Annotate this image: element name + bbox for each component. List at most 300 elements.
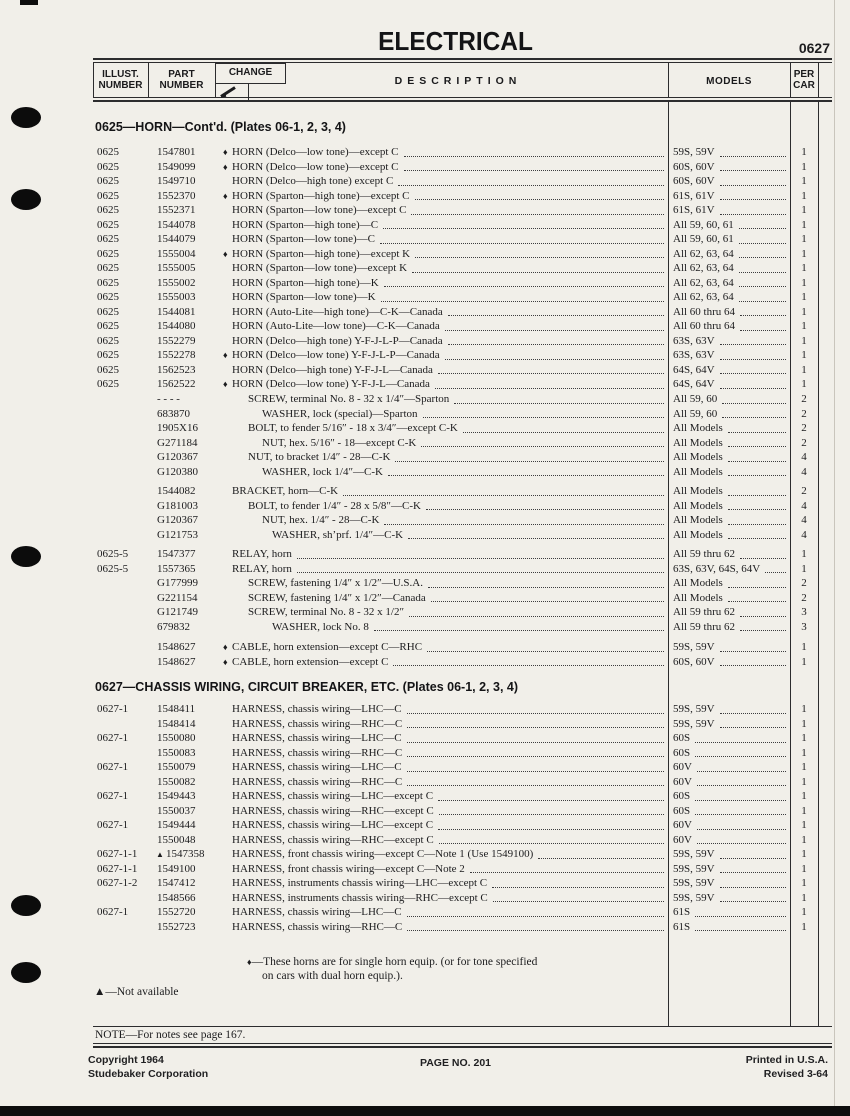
dot-leader <box>720 334 786 345</box>
dot-leader <box>407 746 664 757</box>
part-number-cell <box>155 348 223 363</box>
illust-number-cell <box>93 775 155 790</box>
part-number: 1549099 <box>157 160 196 173</box>
models-text: 63S, 63V <box>673 334 715 347</box>
description-cell <box>223 804 668 819</box>
models-text: 59S, 59V <box>673 862 715 875</box>
models-cell <box>668 218 790 233</box>
models-text: 60S, 60V <box>673 655 715 668</box>
binder-dot <box>11 107 41 128</box>
part-number: G177999 <box>157 577 198 589</box>
illust-number-cell <box>93 407 155 422</box>
illust-number-cell <box>93 804 155 819</box>
dot-leader <box>728 591 786 602</box>
illust-number-cell: 0625 <box>97 349 119 361</box>
models-text: All 59, 60 <box>673 407 718 420</box>
page-code: 0627 <box>798 40 830 56</box>
footnote-diamond <box>247 956 537 968</box>
part-number-cell <box>155 377 223 392</box>
models-cell <box>668 363 790 378</box>
dot-leader <box>438 363 664 374</box>
part-number: 1555003 <box>157 291 196 303</box>
footnote-triangle: ▲—Not available <box>94 986 179 998</box>
part-number: 1549444 <box>157 819 196 831</box>
illust-number-cell <box>93 484 155 499</box>
description-cell <box>223 232 668 247</box>
description-text-wrap <box>223 620 369 635</box>
part-number-cell <box>155 702 223 717</box>
dot-leader <box>407 761 664 772</box>
dot-leader <box>409 606 664 617</box>
models-text: All Models <box>673 499 723 512</box>
table-row <box>93 620 818 635</box>
part-number: 1547412 <box>157 877 196 889</box>
section-heading-0627: 0627—CHASSIS WIRING, CIRCUIT BREAKER, ETC. (Plates 06-1, 2, 3, 4) <box>95 680 519 694</box>
description-cell <box>223 547 668 562</box>
description-text-wrap <box>223 247 410 262</box>
dot-leader <box>728 451 786 462</box>
models-cell <box>668 818 790 833</box>
description-cell <box>223 421 668 436</box>
table-row <box>93 363 818 378</box>
description-text: CABLE, horn extension—except C <box>232 655 389 668</box>
dot-leader <box>697 775 786 786</box>
table-row <box>93 760 818 775</box>
description-cell <box>223 591 668 606</box>
table-row <box>93 862 818 877</box>
dot-leader <box>493 891 664 902</box>
part-number-cell <box>155 818 223 833</box>
part-number-cell <box>155 247 223 262</box>
description-text: HARNESS, chassis wiring—LHC—C <box>232 906 402 918</box>
dot-leader <box>739 247 786 258</box>
models-cell <box>668 562 790 577</box>
part-number: - - - - <box>157 393 180 405</box>
part-number-cell <box>155 717 223 732</box>
models-cell <box>668 833 790 848</box>
description-cell <box>223 847 668 862</box>
table-row <box>93 305 818 320</box>
dot-leader <box>695 804 786 815</box>
dot-leader <box>720 349 786 360</box>
illust-number-cell: 0627-1 <box>97 790 129 802</box>
dot-leader <box>765 562 786 573</box>
description-text: HORN (Sparton—high tone)—C <box>232 218 379 231</box>
part-number-cell <box>155 528 223 543</box>
table-row <box>93 145 818 160</box>
description-text: NUT, to bracket 1/4″ - 28—C-K <box>248 451 391 463</box>
rule <box>93 100 832 102</box>
dot-leader <box>297 562 664 573</box>
description-text: HARNESS, chassis wiring—LHC—except C <box>232 819 434 831</box>
dot-leader <box>393 655 664 666</box>
models-text: 60V <box>673 833 692 846</box>
part-number-cell <box>155 746 223 761</box>
models-cell <box>668 862 790 877</box>
dot-leader <box>438 790 664 801</box>
table-row <box>93 160 818 175</box>
models-cell <box>668 760 790 775</box>
illust-number-cell: 0627-1 <box>97 819 129 831</box>
models-text: 59S, 59V <box>673 891 715 904</box>
models-text: 59S, 59V <box>673 717 715 730</box>
illust-number-cell: 0627-1 <box>97 703 129 715</box>
description-cell <box>223 562 668 577</box>
table-row <box>93 847 818 862</box>
description-text-wrap <box>223 261 407 276</box>
per-car-cell: 1 <box>801 175 807 187</box>
part-number: 1548411 <box>157 703 196 715</box>
footer-page-number: PAGE NO. 201 <box>420 1057 491 1069</box>
per-car-cell: 1 <box>801 775 807 788</box>
per-car-cell: 1 <box>801 305 807 318</box>
dot-leader <box>384 514 664 525</box>
description-text: RELAY, horn <box>232 562 292 575</box>
part-number: 1552371 <box>157 204 196 216</box>
part-number-cell <box>155 450 223 465</box>
models-cell <box>668 421 790 436</box>
description-text: HORN (Delco—low tone)—except C <box>232 146 399 158</box>
models-cell <box>668 189 790 204</box>
part-number-cell <box>155 775 223 790</box>
description-cell <box>223 465 668 480</box>
part-number: G271184 <box>157 436 198 449</box>
part-number-cell <box>155 499 223 514</box>
part-number: 1905X16 <box>157 422 198 434</box>
description-cell <box>223 789 668 804</box>
part-number-cell <box>155 189 223 204</box>
description-text: HORN (Delco—high tone) except C <box>232 175 394 187</box>
description-text-wrap <box>223 436 416 451</box>
models-text: 63S, 63V <box>673 349 715 361</box>
dot-leader <box>423 407 665 418</box>
header-part-line1: PART <box>168 69 195 80</box>
description-text-wrap <box>223 160 399 175</box>
models-text: 61S <box>673 920 691 933</box>
dot-leader <box>720 641 786 652</box>
models-text: All 62, 63, 64 <box>673 262 734 274</box>
dot-leader <box>383 218 664 229</box>
part-number-cell <box>155 160 223 175</box>
part-number: 1544082 <box>157 485 196 497</box>
description-text-wrap <box>223 513 379 528</box>
per-car-cell: 1 <box>801 218 807 231</box>
dot-leader <box>720 862 786 873</box>
per-car-cell: 3 <box>801 620 807 633</box>
table-row <box>93 450 818 465</box>
description-text-wrap <box>223 305 443 320</box>
row-group-relay <box>93 547 818 634</box>
illust-number-cell: 0625 <box>97 305 119 318</box>
description-text: SCREW, fastening 1/4″ x 1/2″—Canada <box>248 591 426 604</box>
diamond-icon: ♦ <box>223 379 228 389</box>
description-cell <box>223 189 668 204</box>
footer-revised-line: Revised 3-64 <box>763 1068 828 1080</box>
description-text: HORN (Sparton—low tone)—C <box>232 233 375 245</box>
dot-leader <box>739 276 786 287</box>
dot-leader <box>695 732 786 743</box>
models-text: 59S, 59V <box>673 703 715 715</box>
description-text-wrap <box>223 174 393 189</box>
models-cell <box>668 232 790 247</box>
binder-dot <box>11 546 41 567</box>
table-row <box>93 465 818 480</box>
description-text: NUT, hex. 5/16″ - 18—except C-K <box>262 436 417 449</box>
dot-leader <box>740 320 786 331</box>
part-number-cell <box>155 203 223 218</box>
dot-leader <box>728 436 786 447</box>
description-cell <box>223 392 668 407</box>
illust-number-cell: 0627-1 <box>97 732 129 744</box>
dot-leader <box>720 175 786 186</box>
dot-leader <box>381 291 664 302</box>
models-cell <box>668 499 790 514</box>
per-car-cell: 1 <box>801 189 807 202</box>
models-cell <box>668 775 790 790</box>
per-car-cell: 2 <box>801 393 807 405</box>
per-car-cell: 1 <box>801 790 807 802</box>
diamond-icon: ♦ <box>223 190 228 201</box>
part-number: 1549443 <box>157 790 196 802</box>
page-title: ELECTRICAL <box>378 26 533 56</box>
table-row <box>93 484 818 499</box>
illust-number-cell: 0625 <box>97 189 119 202</box>
description-text-wrap <box>223 189 410 204</box>
description-text-wrap <box>223 562 292 577</box>
models-text: All 59 thru 62 <box>673 606 736 618</box>
description-text-wrap <box>223 640 422 655</box>
dot-leader <box>697 761 786 772</box>
description-text: WASHER, lock 1/4″—C-K <box>262 465 383 478</box>
description-text-wrap <box>223 847 533 862</box>
part-number: 1550037 <box>157 804 196 817</box>
header-models: MODELS <box>706 76 752 87</box>
models-cell <box>668 920 790 935</box>
part-number-cell <box>155 436 223 451</box>
table-row <box>93 261 818 276</box>
per-car-cell: 1 <box>801 703 807 715</box>
description-cell <box>223 377 668 392</box>
description-text-wrap <box>223 290 376 305</box>
dot-leader <box>426 499 664 510</box>
dot-leader <box>538 848 664 859</box>
description-text-wrap <box>223 392 449 407</box>
description-text-wrap <box>223 499 421 514</box>
part-number: 1555002 <box>157 276 196 289</box>
diamond-icon: ♦ <box>247 957 252 967</box>
description-text-wrap <box>223 862 465 877</box>
description-cell <box>223 717 668 732</box>
table-row <box>93 348 818 363</box>
header-part-line2: NUMBER <box>159 80 204 91</box>
part-number: 1549100 <box>157 862 196 875</box>
description-text: HARNESS, instruments chassis wiring—RHC—except C <box>232 891 488 904</box>
per-car-cell: 4 <box>801 528 807 541</box>
part-number-cell <box>155 218 223 233</box>
table-row <box>93 833 818 848</box>
diamond-icon: ♦ <box>223 161 228 172</box>
dot-leader <box>439 804 664 815</box>
dot-leader <box>343 485 664 496</box>
rule <box>93 1026 832 1027</box>
description-cell <box>223 775 668 790</box>
models-text: All Models <box>673 514 723 526</box>
header-per-line1: PER <box>793 69 815 80</box>
description-cell <box>223 174 668 189</box>
dot-leader <box>720 848 786 859</box>
part-number: 1548627 <box>157 655 196 668</box>
description-text-wrap <box>223 702 402 717</box>
footnote-diamond-line2: on cars with dual horn equip.). <box>262 970 403 982</box>
illust-number-cell: 0627-1-1 <box>97 848 138 860</box>
part-number-cell <box>155 731 223 746</box>
dot-leader <box>720 189 786 200</box>
per-car-cell: 1 <box>801 819 807 831</box>
part-number: 1550083 <box>157 746 196 759</box>
models-cell <box>668 876 790 891</box>
illust-number-cell: 0625 <box>97 175 119 187</box>
dot-leader <box>739 218 786 229</box>
models-text: 60S <box>673 804 691 817</box>
per-car-cell: 1 <box>801 349 807 361</box>
description-text-wrap <box>223 334 443 349</box>
description-cell <box>223 247 668 262</box>
part-number-cell <box>155 276 223 291</box>
dot-leader <box>695 920 786 931</box>
dot-leader <box>415 189 665 200</box>
dot-leader <box>695 906 786 917</box>
per-car-cell: 1 <box>801 920 807 933</box>
part-number: 1552720 <box>157 906 196 918</box>
description-cell <box>223 746 668 761</box>
models-cell <box>668 377 790 392</box>
models-cell <box>668 261 790 276</box>
description-text: HORN (Sparton—high tone)—except C <box>232 189 410 202</box>
part-number: G120380 <box>157 465 198 478</box>
description-text: HORN (Sparton—low tone)—except C <box>232 204 407 216</box>
models-text: 59S, 59V <box>673 848 715 860</box>
description-cell <box>223 576 668 591</box>
models-cell <box>668 319 790 334</box>
header-per-line2: CAR <box>793 80 815 91</box>
rule <box>93 62 832 63</box>
illust-number-cell <box>93 436 155 451</box>
dot-leader <box>720 363 786 374</box>
part-number: 1544081 <box>157 305 196 318</box>
table-row <box>93 392 818 407</box>
dot-leader <box>720 204 786 215</box>
description-text: WASHER, lock No. 8 <box>272 620 369 633</box>
models-cell <box>668 731 790 746</box>
per-car-cell: 4 <box>801 465 807 478</box>
table-row <box>93 640 818 655</box>
dot-leader <box>720 146 786 157</box>
description-text: HARNESS, chassis wiring—RHC—C <box>232 717 403 730</box>
dot-leader <box>407 906 664 917</box>
description-text: HORN (Sparton—high tone)—K <box>232 276 379 289</box>
dot-leader <box>435 378 664 389</box>
description-text-wrap <box>223 484 338 499</box>
description-cell <box>223 513 668 528</box>
table-row <box>93 789 818 804</box>
illust-number-cell <box>93 891 155 906</box>
models-text: All 59, 60, 61 <box>673 233 734 245</box>
description-text-wrap <box>223 203 406 218</box>
dot-leader <box>445 349 664 360</box>
part-number: 1552279 <box>157 334 196 347</box>
dot-leader <box>722 407 786 418</box>
part-number: G121753 <box>157 528 198 541</box>
description-cell <box>223 818 668 833</box>
per-car-cell: 1 <box>801 877 807 889</box>
illust-number-cell: 0627-1 <box>97 761 129 773</box>
illust-number-cell: 0625 <box>97 247 119 260</box>
description-text-wrap <box>223 218 378 233</box>
diamond-icon: ♦ <box>223 350 228 360</box>
dot-leader <box>448 334 664 345</box>
footnote-diamond-line1: —These horns are for single horn equip. (or for tone specified <box>251 956 538 968</box>
part-number-cell <box>155 833 223 848</box>
dot-leader <box>722 393 786 404</box>
models-cell <box>668 392 790 407</box>
part-number: G181003 <box>157 499 198 512</box>
diamond-icon: ♦ <box>223 656 228 667</box>
part-number: 1544079 <box>157 233 196 245</box>
part-number: 1552723 <box>157 920 196 933</box>
dot-leader <box>728 422 786 433</box>
models-cell <box>668 334 790 349</box>
models-text: 59S, 59V <box>673 146 715 158</box>
dot-leader <box>728 514 786 525</box>
table-row <box>93 655 818 670</box>
description-text: BRACKET, horn—C-K <box>232 485 339 497</box>
per-car-cell: 2 <box>801 591 807 604</box>
per-car-cell: 1 <box>801 262 807 274</box>
description-cell <box>223 436 668 451</box>
description-text: HORN (Delco—high tone) Y-F-J-L—Canada <box>232 363 433 376</box>
table-row <box>93 407 818 422</box>
description-text: RELAY, horn <box>232 548 292 560</box>
footer-copyright-line1: Copyright 1964 <box>88 1054 164 1066</box>
description-cell <box>223 640 668 655</box>
description-text: WASHER, sh’prf. 1/4″—C-K <box>272 528 404 541</box>
dot-leader <box>407 920 664 931</box>
description-cell <box>223 528 668 543</box>
per-car-cell: 1 <box>801 562 807 575</box>
models-cell <box>668 789 790 804</box>
per-car-cell: 1 <box>801 891 807 904</box>
models-cell <box>668 484 790 499</box>
models-cell <box>668 746 790 761</box>
models-cell <box>668 160 790 175</box>
models-text: All Models <box>673 591 723 604</box>
table-row <box>93 276 818 291</box>
dot-leader <box>728 485 786 496</box>
illust-number-cell: 0625 <box>97 276 119 289</box>
part-number-cell <box>155 145 223 160</box>
dot-leader <box>720 378 786 389</box>
models-text: All Models <box>673 451 723 463</box>
part-number: G121749 <box>157 606 198 618</box>
row-group-harness <box>93 702 818 934</box>
table-row <box>93 746 818 761</box>
models-cell <box>668 605 790 620</box>
dot-leader <box>720 717 786 728</box>
description-cell <box>223 891 668 906</box>
models-cell <box>668 717 790 732</box>
table-row <box>93 804 818 819</box>
table-row <box>93 513 818 528</box>
